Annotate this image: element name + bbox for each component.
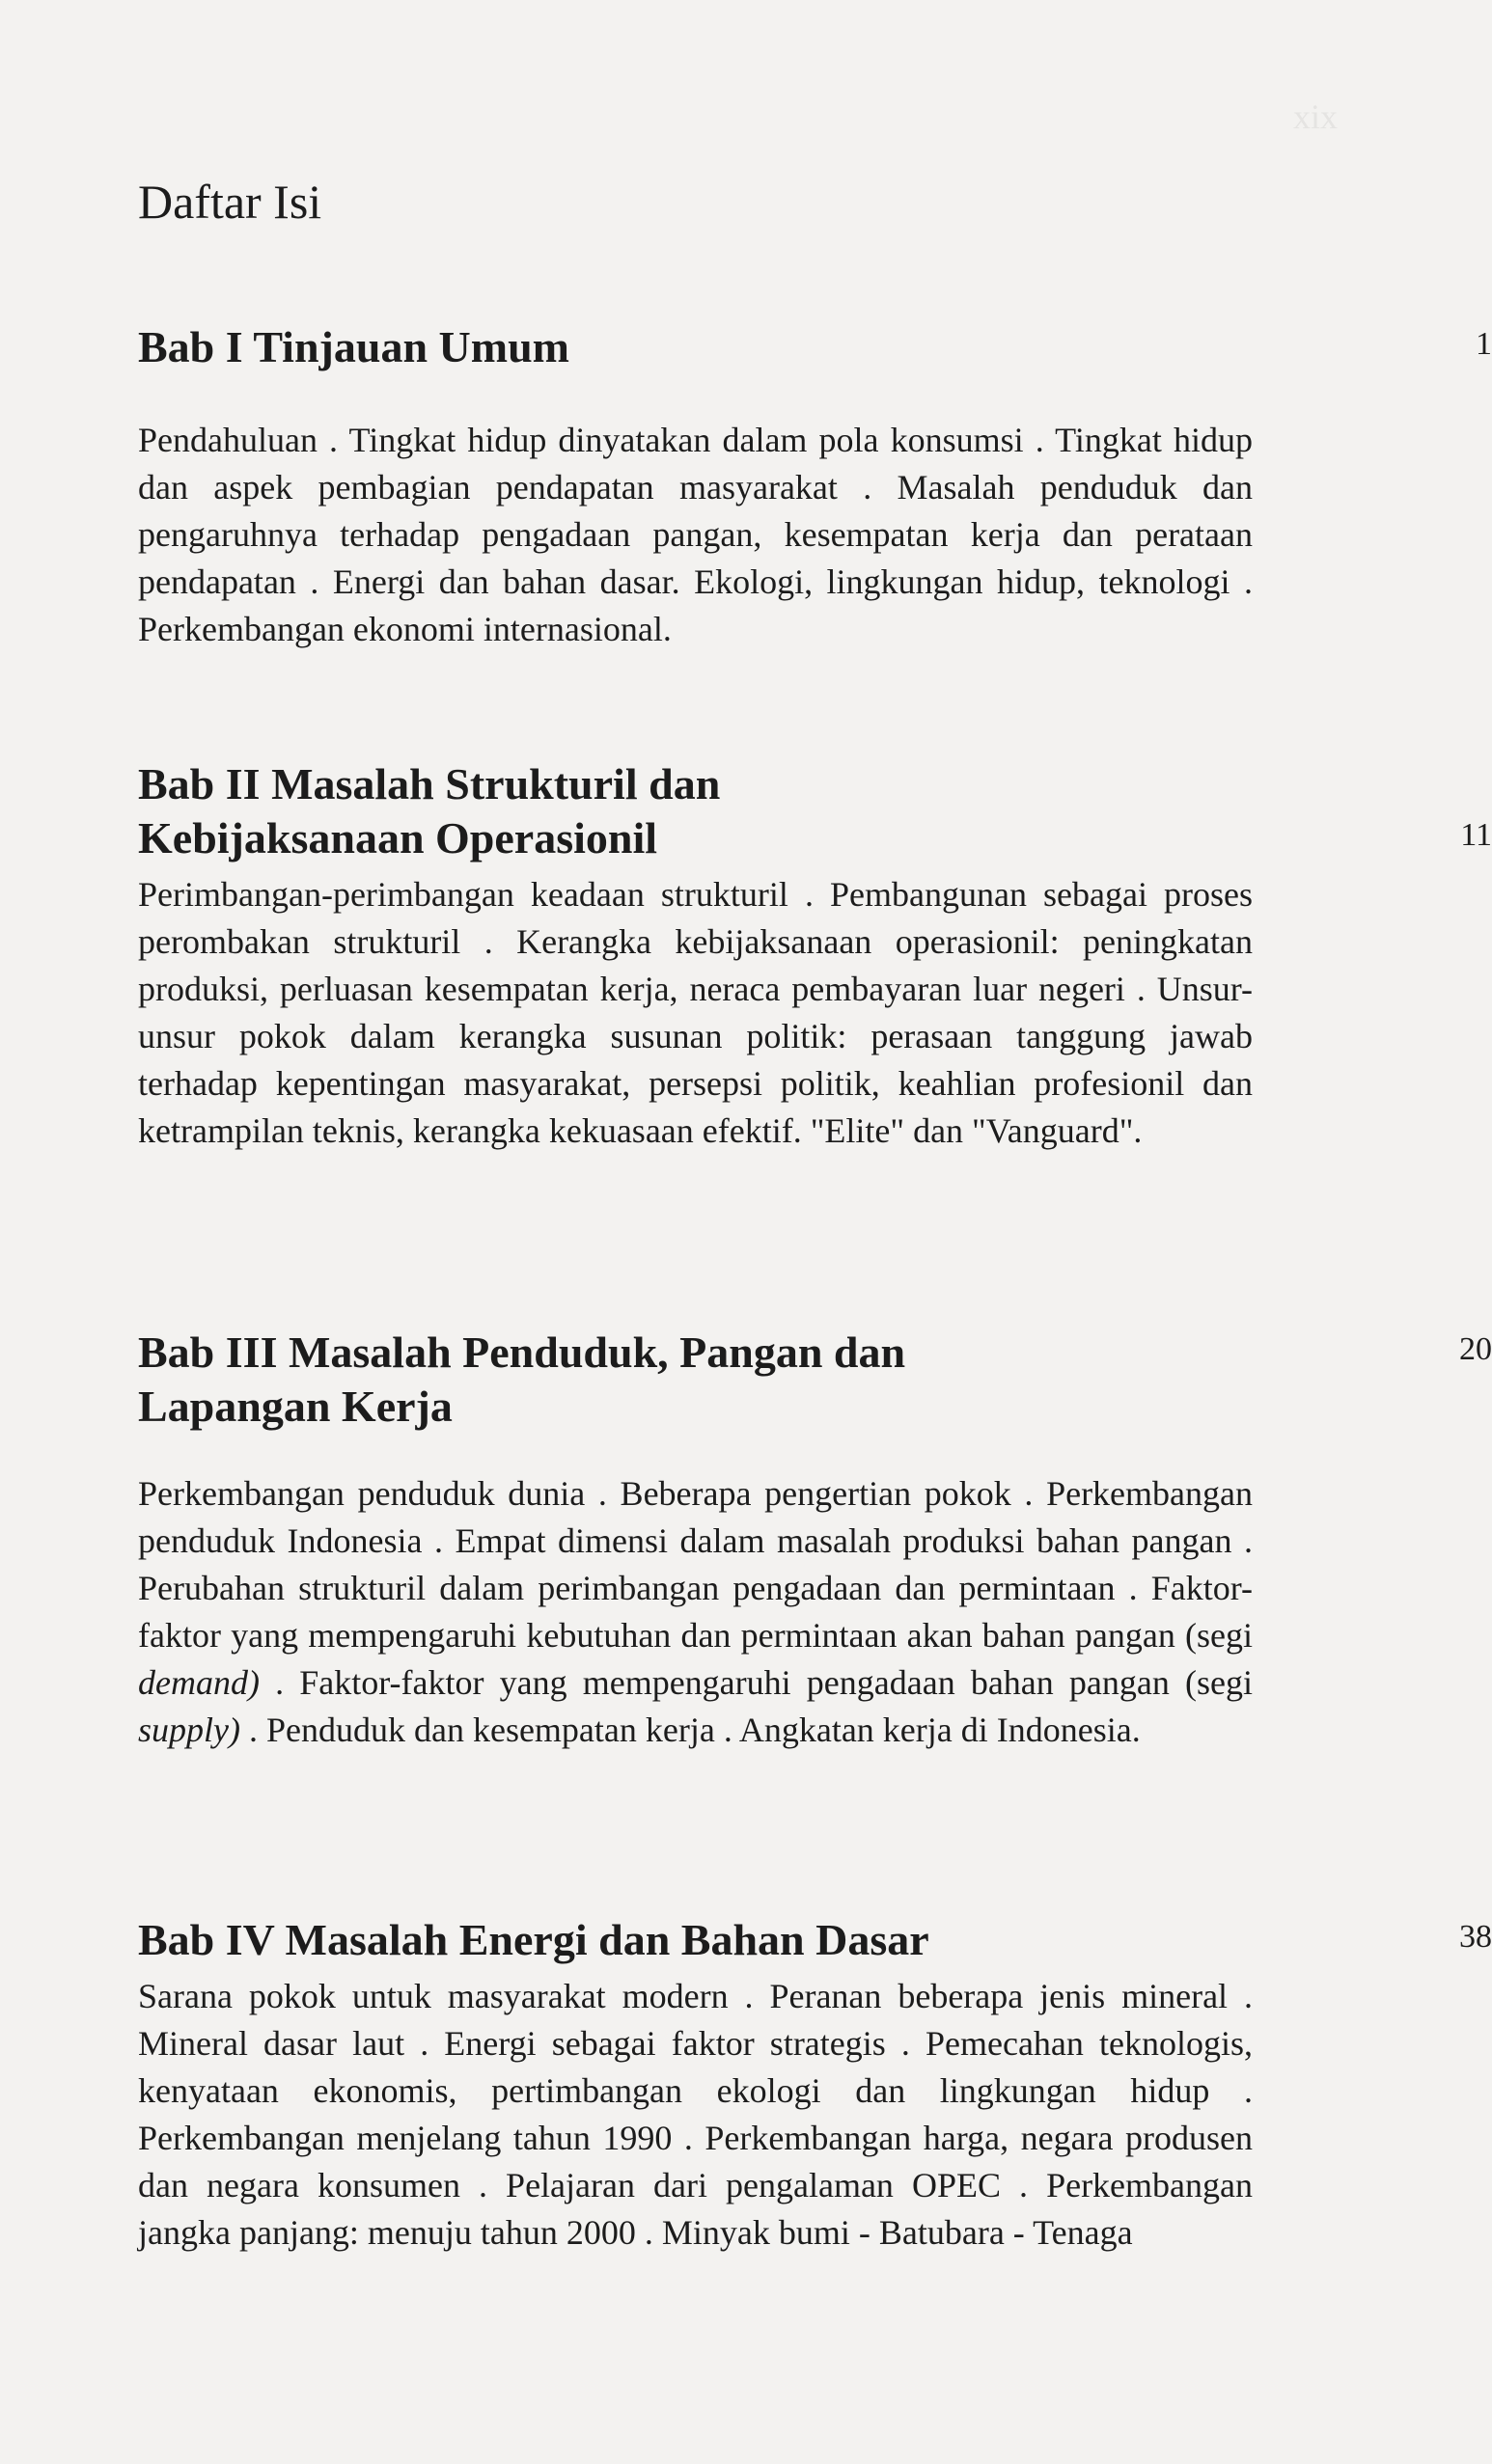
chapter-page-number: 20: [1459, 1331, 1492, 1367]
chapter-entry-1[interactable]: [138, 320, 1492, 653]
chapter-title: Bab III Masalah Penduduk, Pangan dan Lapangan Kerja: [138, 1328, 906, 1431]
summary-text: . Penduduk dan kesempatan kerja . Angkatan kerja di Indonesia.: [239, 1711, 1141, 1749]
chapter-page-number: 11: [1460, 817, 1492, 853]
show-through-bleed: xix: [1293, 97, 1339, 136]
chapter-title: Bab II Masalah Strukturil dan Kebijaksanaan Operasionil: [138, 759, 721, 862]
summary-italic-term: supply): [138, 1711, 240, 1749]
chapter-entry-3[interactable]: [138, 1326, 1492, 1754]
toc-heading: Daftar Isi: [138, 175, 322, 229]
chapter-title: Bab IV Masalah Energi dan Bahan Dasar: [138, 1915, 929, 1964]
chapter-page-number: 38: [1459, 1919, 1492, 1955]
summary-text: . Faktor-faktor yang mempengaruhi pengadaan bahan pangan (segi: [259, 1663, 1253, 1702]
chapter-page-number: 1: [1476, 326, 1492, 362]
chapter-entry-2[interactable]: [138, 757, 1492, 1155]
chapter-summary: Perimbangan-perimbangan keadaan strukturil . Pembangunan sebagai proses perombakan strukturil . Kerangka kebijaksanaan operasionil: peningkatan produksi, perluasan kesempatan kerja, neraca pembayaran luar negeri . Unsur-unsur pokok dalam kerangka susunan politik: perasaan tanggung jawab terhadap kepentingan masyarakat, persepsi politik, keahlian profesionil dan ketrampilan teknis, kerangka kekuasaan efektif. "Elite" dan "Vanguard".: [138, 875, 1253, 1150]
chapter-summary: Sarana pokok untuk masyarakat modern . Peranan beberapa jenis mineral . Mineral dasar laut . Energi sebagai faktor strategis . Pemecahan teknologis, kenyataan ekonomis, pertimbangan ekologi dan lingkungan hidup . Perkembangan menjelang tahun 1990 . Perkembangan harga, negara produsen dan negara konsumen . Pelajaran dari pengalaman OPEC . Perkembangan jangka panjang: menuju tahun 2000 . Minyak bumi - Batubara - Tenaga: [138, 1977, 1253, 2252]
chapter-title: Bab I Tinjauan Umum: [138, 322, 569, 371]
chapter-summary: [138, 1470, 1253, 1754]
chapter-entry-4[interactable]: [138, 1913, 1492, 2257]
summary-italic-term: demand): [138, 1663, 260, 1702]
chapter-summary: Pendahuluan . Tingkat hidup dinyatakan dalam pola konsumsi . Tingkat hidup dan aspek pembagian pendapatan masyarakat . Masalah penduduk dan pengaruhnya terhadap pengadaan pangan, kesempatan kerja dan perataan pendapatan . Energi dan bahan dasar. Ekologi, lingkungan hidup, teknologi . Perkembangan ekonomi internasional.: [138, 421, 1253, 648]
summary-text: Perkembangan penduduk dunia . Beberapa pengertian pokok . Perkembangan penduduk Indonesia . Empat dimensi dalam masalah produksi bahan pangan . Perubahan strukturil dalam perimbangan pengadaan dan permintaan . Faktor-faktor yang mempengaruhi kebutuhan dan permintaan akan bahan pangan (segi: [138, 1474, 1253, 1655]
